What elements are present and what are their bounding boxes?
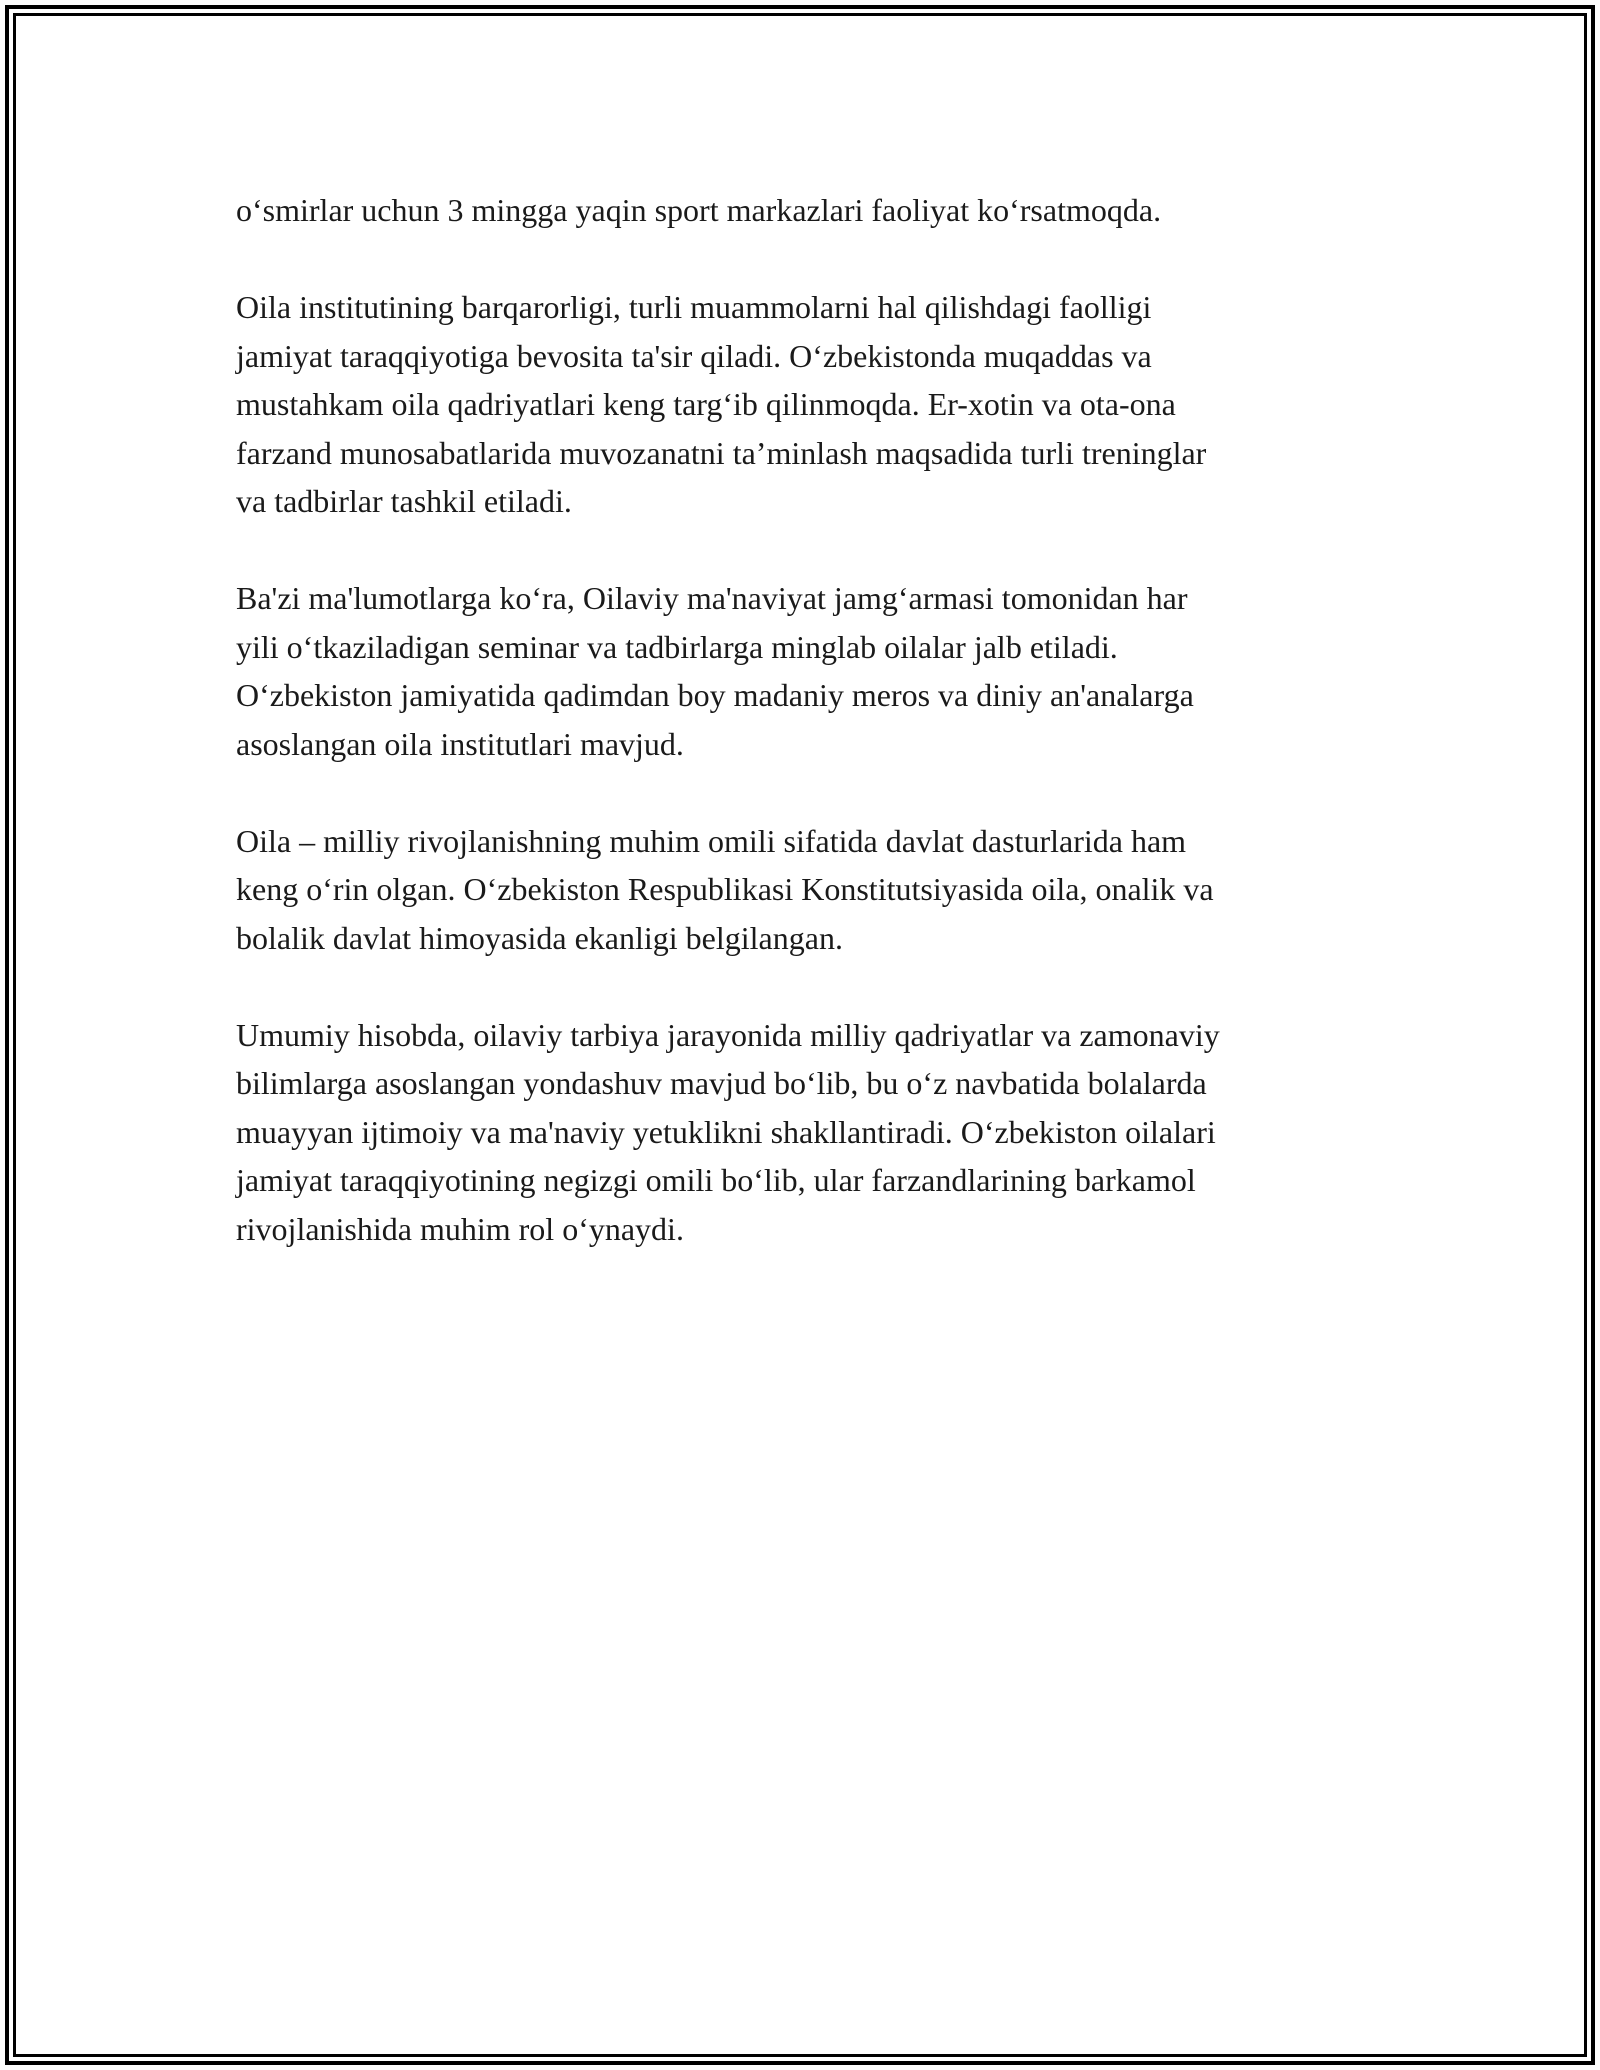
text-line: mustahkam oila qadriyatlari keng targ‘ib qilinmoqda. Er-xotin va ota-ona (236, 386, 1176, 422)
text-line: farzand munosabatlarida muvozanatni ta’minlash maqsadida turli treninglar (236, 434, 1207, 471)
document-body (236, 186, 1386, 1302)
paragraph-5 (236, 1011, 1386, 1254)
text-line: rivojlanishida muhim rol o‘ynaydi. (236, 1210, 684, 1247)
text-line: va tadbirlar tashkil etiladi. (236, 483, 572, 519)
text-line: Umumiy hisobda, oilaviy tarbiya jarayonida milliy qadriyatlar va zamonaviy (236, 1016, 1220, 1053)
text-line: bilimlarga asoslangan yondashuv mavjud bo‘lib, bu o‘z navbatida bolalarda (236, 1065, 1207, 1101)
text-line: O‘zbekiston jamiyatida qadimdan boy madaniy meros va diniy an'analarga (236, 677, 1194, 713)
text-line: keng o‘rin olgan. O‘zbekiston Respublikasi Konstitutsiyasida oila, onalik va (236, 871, 1214, 907)
text-line: asoslangan oila institutlari mavjud. (236, 725, 684, 762)
text-line: jamiyat taraqqiyotining negizgi omili bo‘lib, ular farzandlarining barkamol (236, 1162, 1196, 1198)
paragraph-3 (236, 574, 1386, 768)
text-line: muayyan ijtimoiy va ma'naviy yetuklikni shakllantiradi. O‘zbekiston oilalari (236, 1113, 1216, 1150)
paragraph-2 (236, 283, 1386, 526)
text-line: bolalik davlat himoyasida ekanligi belgilangan. (236, 919, 843, 956)
paragraph-4 (236, 817, 1386, 963)
text-line: yili o‘tkaziladigan seminar va tadbirlarga minglab oilalar jalb etiladi. (236, 628, 1118, 665)
text-line: Oila institutining barqarorligi, turli muammolarni hal qilishdagi faolligi (236, 289, 1152, 325)
text-line: Ba'zi ma'lumotlarga ko‘ra, Oilaviy ma'naviyat jamg‘armasi tomonidan har (236, 580, 1188, 616)
text-line: Oila – milliy rivojlanishning muhim omili sifatida davlat dasturlarida ham (236, 822, 1187, 859)
text-line: o‘smirlar uchun 3 mingga yaqin sport markazlari faoliyat ko‘rsatmoqda. (236, 192, 1162, 228)
text-line: jamiyat taraqqiyotiga bevosita ta'sir qiladi. O‘zbekistonda muqaddas va (236, 337, 1152, 374)
paragraph-1 (236, 186, 1386, 235)
